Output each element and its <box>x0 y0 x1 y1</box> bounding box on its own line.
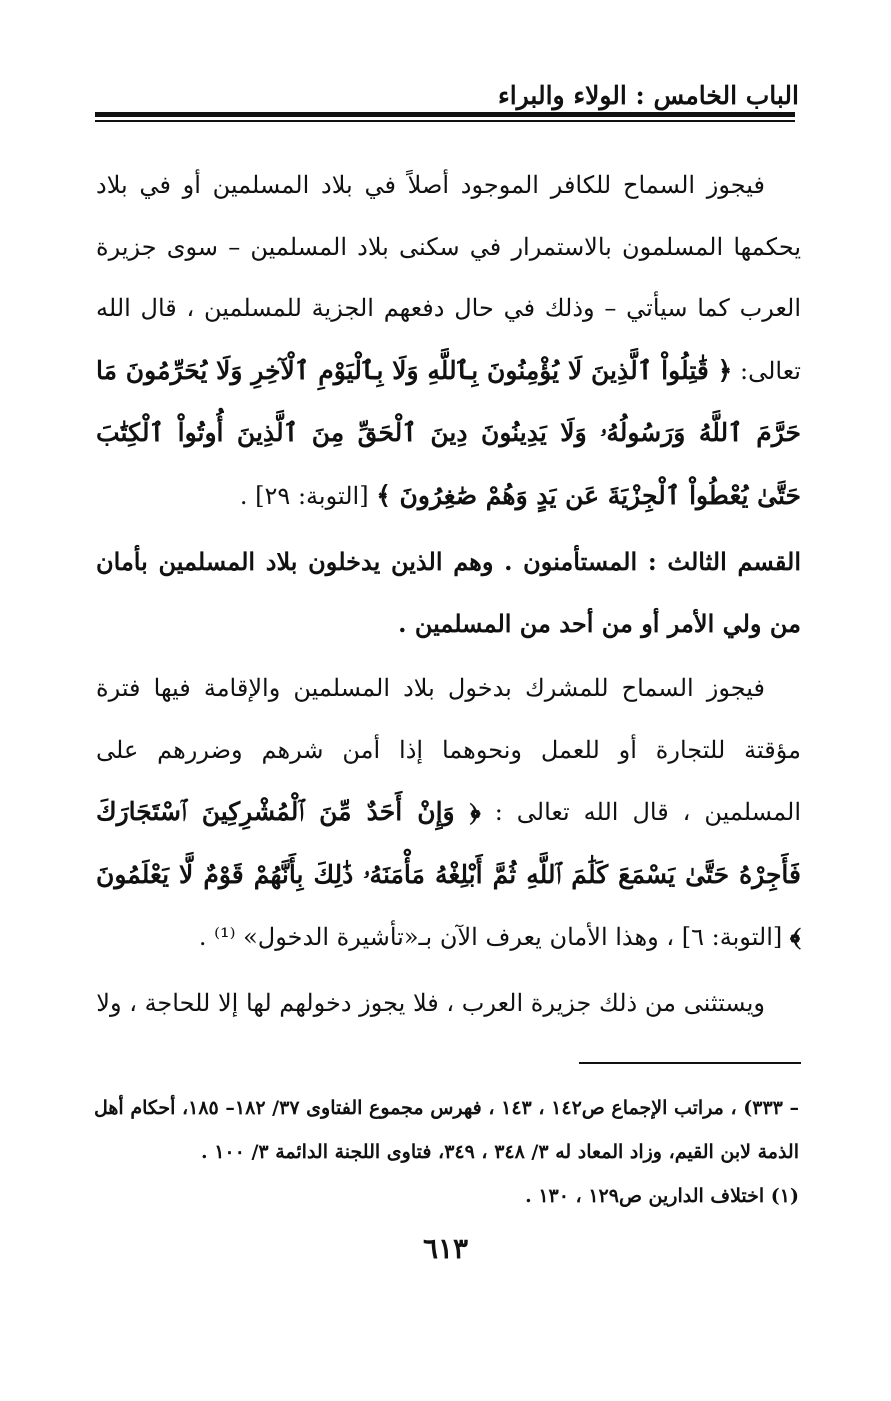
paragraph <box>96 658 801 969</box>
footnote-separator <box>579 1062 801 1064</box>
footnotes <box>94 1086 799 1218</box>
footnote-continued: – ٣٣٣) ، مراتب الإجماع ص١٤٢ ، ١٤٣ ، فهرس مجموع الفتاوى ٣٧/ ١٨٢– ١٨٥، أحكام أهل الذمة لابن القيم، وزاد المعاد له ٣/ ٣٤٨ ، ٣٤٩، فتاوى اللجنة الدائمة ٣/ ١٠٠ . <box>94 1097 799 1163</box>
paragraph: ويستثنى من ذلك جزيرة العرب ، فلا يجوز دخولهم لها إلا للحاجة ، ولا <box>96 988 765 1017</box>
verse-reference: [التوبة: ٦] ، وهذا الأمان يعرف الآن بـ«تأشيرة الدخول» ⁽¹⁾ . <box>198 923 783 951</box>
section-heading-paragraph: القسم الثالث : المستأمنون . وهم الذين يدخلون بلاد المسلمين بأمان من ولي الأمر أو من أحد من المسلمين . <box>96 547 801 638</box>
verse-reference: [التوبة: ٢٩] . <box>239 481 369 510</box>
footnote-1: (١) اختلاف الدارين ص١٢٩ ، ١٣٠ . <box>525 1185 799 1207</box>
paragraph <box>96 155 801 527</box>
paragraph-text: فيجوز السماح للمشرك بدخول بلاد المسلمين والإقامة فيها فترة مؤقتة للتجارة أو للعمل ونحوهما إذا أمن شرهم وضررهم على المسلمين ، قال الله تعالى : <box>96 674 802 826</box>
main-text <box>96 155 801 1038</box>
running-head: الباب الخامس : الولاء والبراء <box>497 81 799 110</box>
paragraph-text: فيجوز السماح للكافر الموجود أصلاً في بلاد المسلمين أو في بلاد يحكمها المسلمون بالاستمرار في سكنى بلاد المسلمين – سوى جزيرة العرب كما سيأتي – وذلك في حال دفعهم الجزية للمسلمين ، قال الله تعالى: <box>96 171 801 385</box>
page-number: ٦١٣ <box>422 1232 469 1265</box>
quran-verse: ﴿ قَٰتِلُواْ ٱلَّذِينَ لَا يُؤْمِنُونَ بِٱللَّهِ وَلَا بِٱلْيَوْمِ ٱلْآخِرِ وَلَا يُحَرِّمُونَ مَا حَرَّمَ ٱللَّهُ وَرَسُولُهُۥ وَلَا يَدِينُونَ دِينَ ٱلْحَقِّ مِنَ ٱلَّذِينَ أُوتُواْ ٱلْكِتَٰبَ حَتَّىٰ يُعْطُواْ ٱلْجِزْيَةَ عَن يَدٍ وَهُمْ صَٰغِرُونَ ﴾ <box>96 355 801 510</box>
header-rule-thick <box>95 112 795 117</box>
quran-verse: ﴿ وَإِنْ أَحَدٌ مِّنَ ٱلْمُشْرِكِينَ ٱسْتَجَارَكَ فَأَجِرْهُ حَتَّىٰ يَسْمَعَ كَلَٰمَ ٱللَّهِ ثُمَّ أَبْلِغْهُ مَأْمَنَهُۥ ذَٰلِكَ بِأَنَّهُمْ قَوْمٌ لَّا يَعْلَمُونَ ﴾ <box>96 797 801 951</box>
header-rule-thin <box>95 120 795 122</box>
